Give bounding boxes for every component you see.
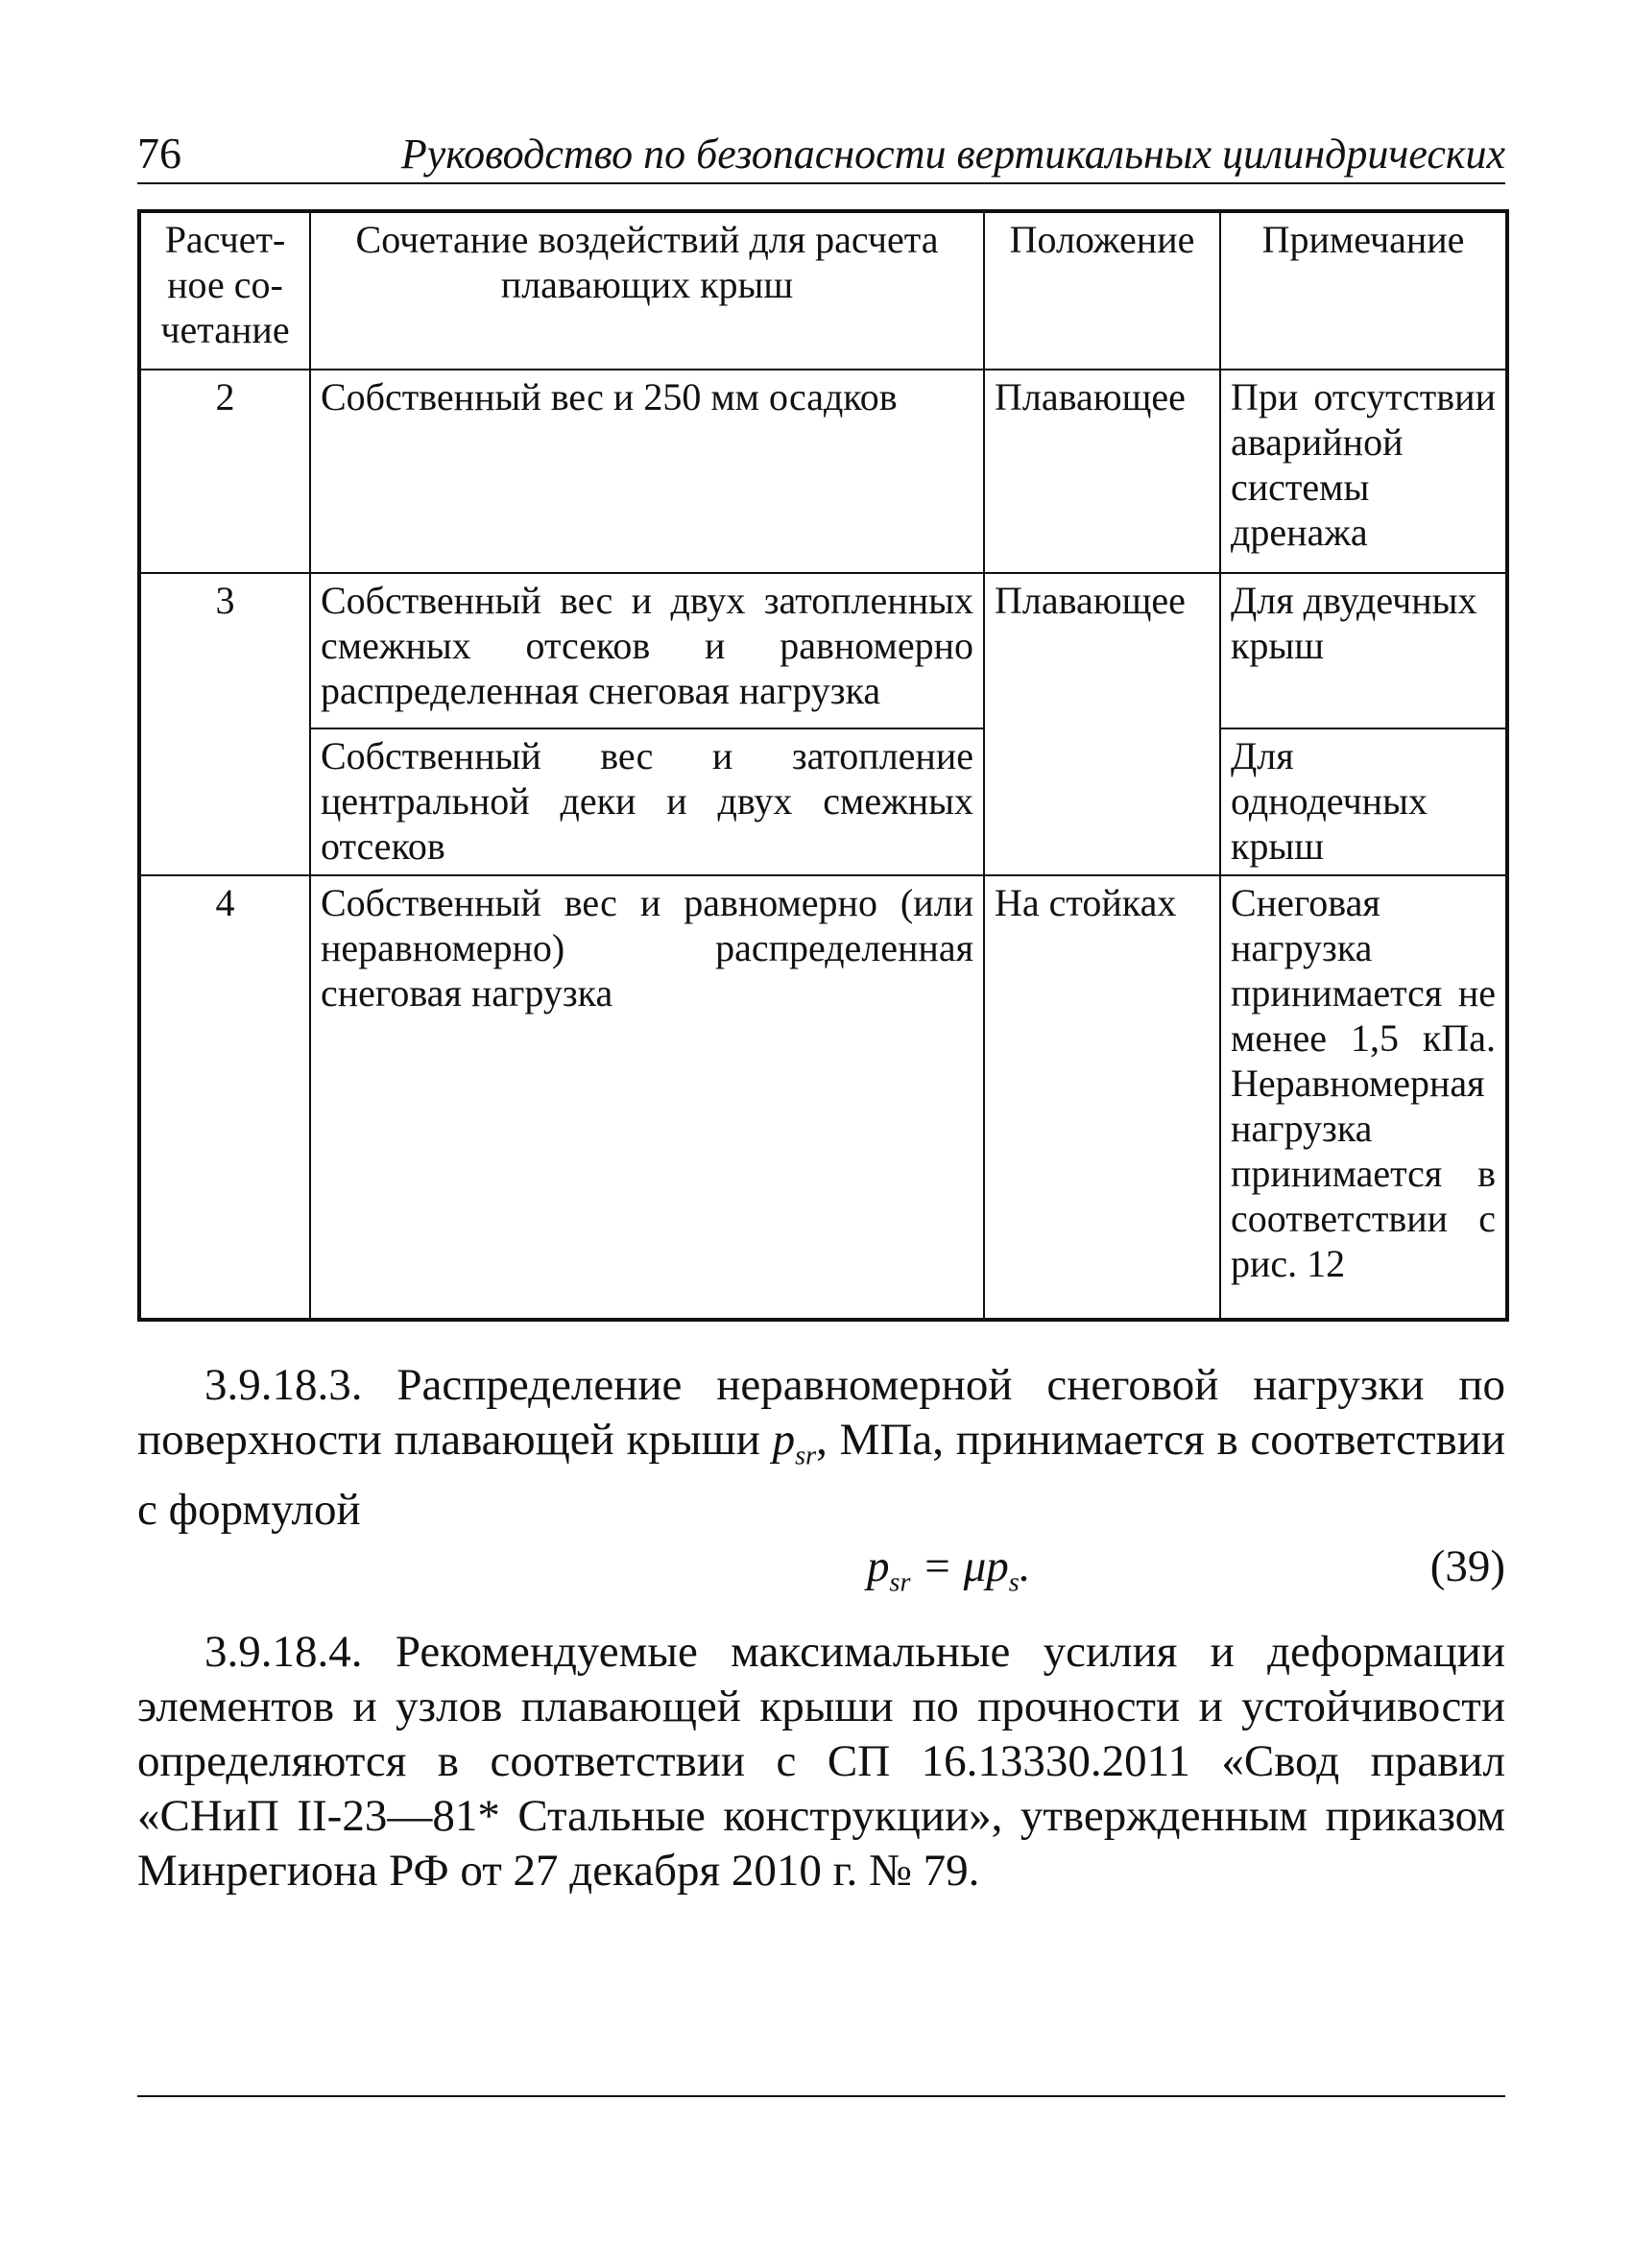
combo-cell: 3 bbox=[139, 573, 310, 875]
table-row bbox=[139, 875, 1507, 1320]
note-cell: При отсутствии аварийной системы дренажа bbox=[1220, 370, 1507, 573]
actions-cell: Собственный вес и двух затопленных смежных отсеков и равномерно распределенная снеговая нагрузка bbox=[310, 573, 984, 728]
formula-39 bbox=[137, 1540, 1505, 1598]
header-actions: Сочетание воздействий для расчета плавающих крыш bbox=[310, 211, 984, 370]
paragraph-3-9-18-4: 3.9.18.4. Рекомендуемые максимальные усилия и деформации элементов и узлов плавающей крыши по прочности и устойчивости определяются в соответствии с СП 16.13330.2011 «Свод правил «СНиП II-23—81* Стальные конструкции», утвержденным приказом Минрегиона РФ от 27 декабря 2010 г. № 79. bbox=[137, 1627, 1505, 1896]
formula-expression bbox=[867, 1540, 1031, 1598]
formula-end: . bbox=[1019, 1541, 1031, 1591]
paragraph-text: 3.9.18.3. Распределение неравномерной снеговой нагрузки по поверхности плавающей крыши bbox=[137, 1360, 1505, 1465]
header-combo: Расчет-ное со-четание bbox=[139, 211, 310, 370]
note-cell: Для однодечных крыш bbox=[1220, 728, 1507, 875]
header-position: Положение bbox=[984, 211, 1220, 370]
formula-number: (39) bbox=[1429, 1541, 1505, 1591]
table-row bbox=[139, 370, 1507, 573]
position-cell: На стойках bbox=[984, 875, 1220, 1320]
page-header bbox=[137, 125, 1505, 184]
paragraph-text: , МПа, принимается в соответствии с формулой bbox=[137, 1415, 1506, 1536]
variable-subscript: sr bbox=[795, 1441, 817, 1471]
formula-rhs-subscript: s bbox=[1008, 1567, 1020, 1598]
actions-cell: Собственный вес и затопление центральной деки и двух смежных отсеков bbox=[310, 728, 984, 875]
table-header-row bbox=[139, 211, 1507, 370]
variable-p: p bbox=[772, 1415, 796, 1465]
footer-divider bbox=[137, 2095, 1505, 2097]
formula-lhs: p bbox=[867, 1541, 890, 1591]
load-combinations-table bbox=[137, 209, 1509, 1322]
table-row bbox=[139, 573, 1507, 728]
note-cell: Снеговая нагрузка принимается не менее 1,5 кПа. Неравномерная нагрузка принимается в соответствии с рис. 12 bbox=[1220, 875, 1507, 1320]
combo-cell: 4 bbox=[139, 875, 310, 1320]
combo-cell: 2 bbox=[139, 370, 310, 573]
position-cell: Плавающее bbox=[984, 573, 1220, 875]
actions-cell: Собственный вес и 250 мм осадков bbox=[310, 370, 984, 573]
running-title: Руководство по безопасности вертикальных цилиндрических bbox=[400, 131, 1505, 178]
formula-lhs-subscript: sr bbox=[889, 1567, 911, 1598]
actions-cell: Собственный вес и равномерно (или неравномерно) распределенная снеговая нагрузка bbox=[310, 875, 984, 1320]
paragraph-3-9-18-3 bbox=[137, 1358, 1505, 1538]
formula-rhs: = μp bbox=[910, 1541, 1009, 1591]
table-row bbox=[139, 728, 1507, 875]
page-number: 76 bbox=[137, 129, 181, 178]
position-cell: Плавающее bbox=[984, 370, 1220, 573]
note-cell: Для двудечных крыш bbox=[1220, 573, 1507, 728]
header-note: Примечание bbox=[1220, 211, 1507, 370]
